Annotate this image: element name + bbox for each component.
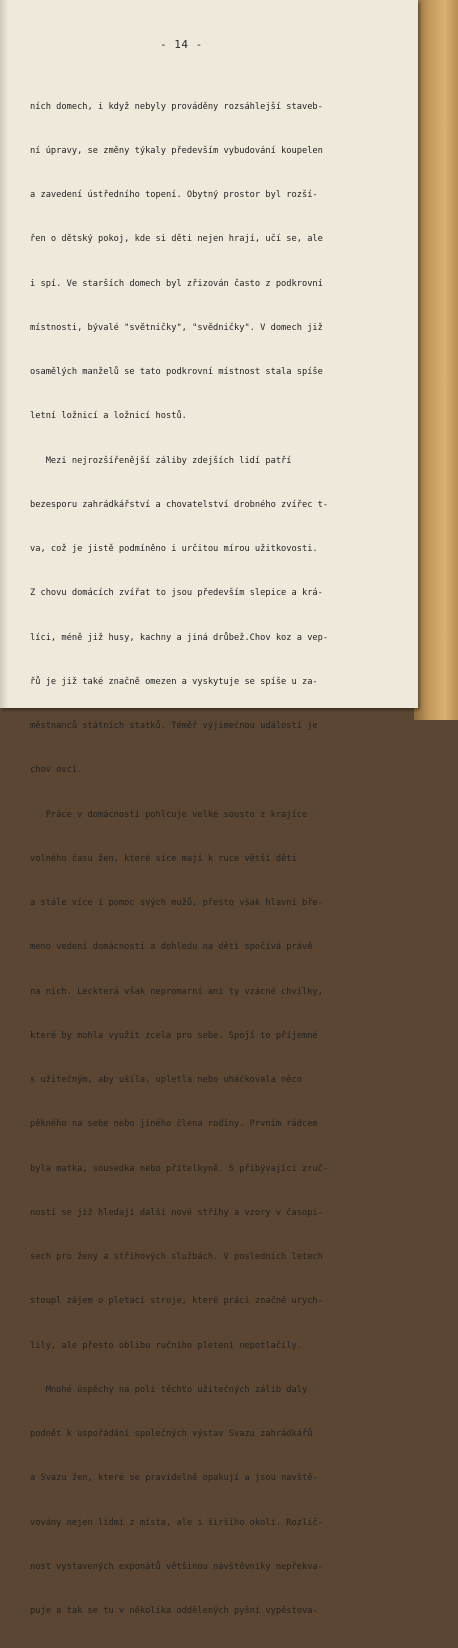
text-line: městnanců státních statků. Téměř výjimečnou událostí je [30,721,318,731]
text-line: řů je již také značně omezen a vyskytuje se spíše u za- [30,676,318,687]
text-line: a zavedení ústředního topení. Obytný prostor byl rozší- [30,190,318,200]
text-line: puje a tak se tu v několika oddělených pyšní vypěstova- [30,1606,318,1616]
text-line: osamělých manželů se tato podkrovní místnost stala spíše [30,367,323,377]
text-line: podnět k uspořádání společných výstav Svazu zahrádkářů [30,1429,313,1439]
text-line: nost vystavených exponátů většinou návštěvníky nepřekva- [30,1561,323,1572]
book-edge [414,0,458,720]
text-line: na nich. Leckterá však nepromarní ani ty vzácné chvilky, [30,986,323,997]
text-line: ních domech, i když nebyly prováděny rozsáhlejší staveb- [30,101,323,112]
text-line: Z chovu domácích zvířat to jsou především slepice a krá- [30,588,323,599]
text-line: sech pro ženy a střihových službách. V posledních letech [30,1252,323,1262]
text-line: stoupl zájem o pletací stroje, které práci značně urych- [30,1296,323,1307]
text-line: ností se již hledají další nové střihy a vzory v časopi- [30,1207,323,1218]
text-line: Mezi nejrozšířenější záliby zdejších lidí patří [30,455,292,466]
text-line: va, což je jistě podmíněno i určitou mírou užitkovosti. [30,544,318,554]
text-line: a Svazu žen, které se pravidelně opakují a jsou navště- [30,1473,318,1484]
text-line: chov ovcí. [30,765,83,776]
text-line: Práce v domácnosti pohlcuje velké sousto z krajíce [30,809,308,820]
text-line: pěkného na sebe nebo jiného člena rodiny. Prvním rádcem [30,1119,318,1130]
text-line: lily, ale přesto oblibu ručního pletení nepotlačily. [30,1340,302,1351]
text-line: bezesporu zahrádkářství a chovatelství drobného zvířec t- [30,499,329,510]
page-number: - 14 - [160,38,203,51]
body-text [30,70,380,1648]
page-gutter-shade [0,0,8,708]
text-line: ní úpravy, se změny týkaly především vybudování koupelen [30,145,323,156]
text-line: volného času žen, které sice mají k ruce větší děti [30,853,297,864]
text-line: vovány nejen lidmi z místa, ale i širšího okolí. Rozlič- [30,1517,323,1528]
text-line: meno vedení domácnosti a dohledu na děti spočívá právě [30,942,313,953]
text-line: místnosti, bývalé "světničky", "svědničky". V domech již [30,322,323,333]
text-line: Mnohé úspěchy na poli těchto užitečných zálib daly [30,1384,308,1395]
text-line: i spí. Ve starších domech byl zřizován často z podkrovní [30,278,323,289]
text-line: líci, méně již husy, kachny a jiná drůbež.Chov koz a vep- [30,632,329,643]
text-line: byla matka, sousedka nebo přítelkyně. S přibývající zruč- [30,1163,329,1174]
text-line: které by mohla využít zcela pro sebe. Spojí to příjemné [30,1030,318,1041]
text-line: a stále více i pomoc svých mužů, přesto však hlavní bře- [30,898,323,908]
text-line: letní ložnicí a ložnicí hostů. [30,411,187,422]
text-line: s užitečným, aby ušila, upletla nebo uháčkovala něco [30,1075,302,1085]
text-line: řen o dětský pokoj, kde si děti nejen hrají, učí se, ale [30,234,323,245]
